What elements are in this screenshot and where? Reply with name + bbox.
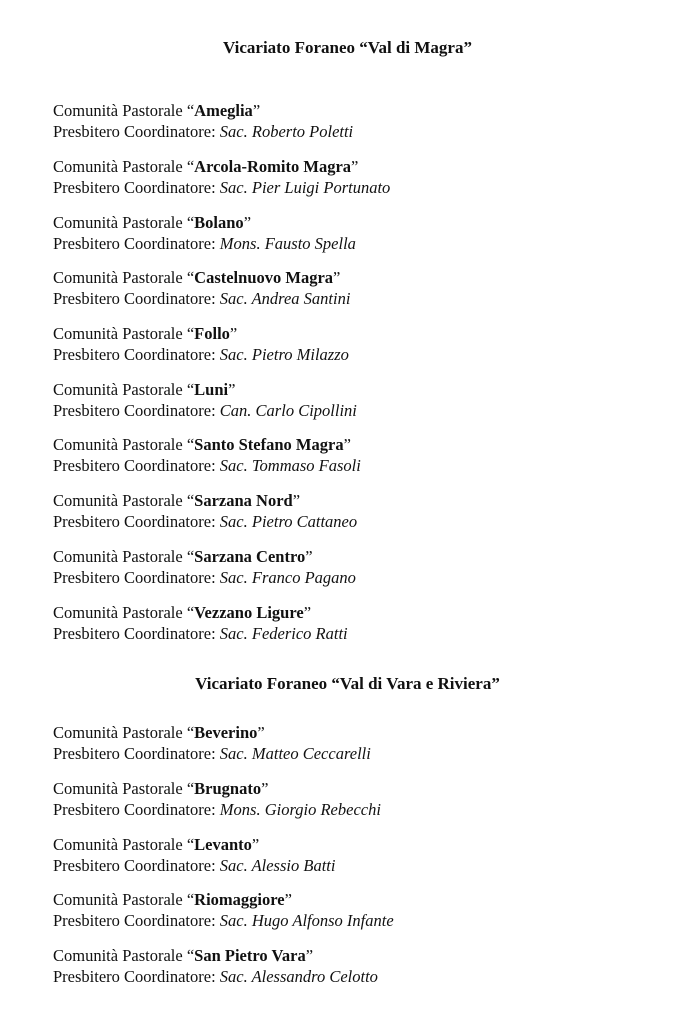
entry-label: Comunità Pastorale [53, 779, 183, 798]
role-label: Presbitero Coordinatore: [53, 289, 216, 308]
community-name: Sarzana Nord [194, 491, 293, 510]
coordinator-name: Sac. Franco Pagano [219, 568, 356, 587]
list-item: Comunità Pastorale “Beverino” Presbitero Coordinatore: Sac. Matteo Ceccarelli [53, 723, 371, 763]
entry-label: Comunità Pastorale [53, 547, 183, 566]
coordinator-name: Mons. Fausto Spella [219, 234, 356, 253]
list-item: Comunità Pastorale “Luni” Presbitero Coordinatore: Can. Carlo Cipollini [53, 380, 357, 420]
list-item: Comunità Pastorale “Sarzana Centro” Presbitero Coordinatore: Sac. Franco Pagano [53, 547, 356, 587]
community-name: Santo Stefano Magra [194, 435, 344, 454]
role-label: Presbitero Coordinatore: [53, 345, 216, 364]
community-name: Vezzano Ligure [194, 603, 304, 622]
section-title-val-di-magra: Vicariato Foraneo “Val di Magra” [223, 38, 472, 57]
list-item: Comunità Pastorale “Levanto” Presbitero Coordinatore: Sac. Alessio Batti [53, 835, 336, 875]
coordinator-name: Mons. Giorgio Rebecchi [219, 800, 381, 819]
role-label: Presbitero Coordinatore: [53, 401, 216, 420]
entry-label: Comunità Pastorale [53, 603, 183, 622]
list-item: Comunità Pastorale “Castelnuovo Magra” Presbitero Coordinatore: Sac. Andrea Santini [53, 268, 351, 308]
coordinator-name: Sac. Roberto Poletti [219, 122, 354, 141]
entry-label: Comunità Pastorale [53, 890, 183, 909]
coordinator-name: Sac. Andrea Santini [219, 289, 351, 308]
community-name: Arcola-Romito Magra [194, 157, 352, 176]
list-item: Comunità Pastorale “Bolano” Presbitero Coordinatore: Mons. Fausto Spella [53, 213, 356, 253]
community-name: Castelnuovo Magra [194, 268, 334, 287]
community-name: Levanto [194, 835, 252, 854]
list-item: Comunità Pastorale “Riomaggiore” Presbitero Coordinatore: Sac. Hugo Alfonso Infante [53, 890, 394, 930]
role-label: Presbitero Coordinatore: [53, 800, 216, 819]
list-item: Comunità Pastorale “Vezzano Ligure” Presbitero Coordinatore: Sac. Federico Ratti [53, 603, 348, 643]
list-item: Comunità Pastorale “Brugnato” Presbitero Coordinatore: Mons. Giorgio Rebecchi [53, 779, 381, 819]
entry-label: Comunità Pastorale [53, 946, 183, 965]
coordinator-name: Sac. Pier Luigi Portunato [219, 178, 391, 197]
coordinator-name: Sac. Federico Ratti [219, 624, 348, 643]
entry-label: Comunità Pastorale [53, 324, 183, 343]
community-name: Riomaggiore [194, 890, 285, 909]
list-item: Comunità Pastorale “Follo” Presbitero Coordinatore: Sac. Pietro Milazzo [53, 324, 349, 364]
role-label: Presbitero Coordinatore: [53, 456, 216, 475]
list-item: Comunità Pastorale “Sarzana Nord” Presbitero Coordinatore: Sac. Pietro Cattaneo [53, 491, 358, 531]
community-name: Sarzana Centro [194, 547, 306, 566]
role-label: Presbitero Coordinatore: [53, 178, 216, 197]
coordinator-name: Sac. Alessandro Celotto [219, 967, 378, 986]
list-item: Comunità Pastorale “Arcola-Romito Magra” Presbitero Coordinatore: Sac. Pier Luigi Portunato [53, 157, 391, 197]
coordinator-name: Sac. Hugo Alfonso Infante [219, 911, 394, 930]
community-name: Bolano [194, 213, 244, 232]
role-label: Presbitero Coordinatore: [53, 512, 216, 531]
section-title-val-di-vara-e-riviera: Vicariato Foraneo “Val di Vara e Riviera” [195, 674, 500, 693]
entry-label: Comunità Pastorale [53, 835, 183, 854]
list-item: Comunità Pastorale “San Pietro Vara” Presbitero Coordinatore: Sac. Alessandro Celotto [53, 946, 378, 986]
community-name: Ameglia [194, 101, 253, 120]
community-name: Beverino [194, 723, 258, 742]
role-label: Presbitero Coordinatore: [53, 624, 216, 643]
entry-label: Comunità Pastorale [53, 157, 183, 176]
list-item: Comunità Pastorale “Ameglia” Presbitero Coordinatore: Sac. Roberto Poletti [53, 101, 354, 141]
entry-label: Comunità Pastorale [53, 213, 183, 232]
role-label: Presbitero Coordinatore: [53, 911, 216, 930]
entry-label: Comunità Pastorale [53, 101, 183, 120]
coordinator-name: Sac. Alessio Batti [219, 856, 336, 875]
entry-label: Comunità Pastorale [53, 380, 183, 399]
role-label: Presbitero Coordinatore: [53, 234, 216, 253]
role-label: Presbitero Coordinatore: [53, 856, 216, 875]
entry-label: Comunità Pastorale [53, 723, 183, 742]
coordinator-name: Sac. Matteo Ceccarelli [219, 744, 371, 763]
coordinator-name: Sac. Pietro Cattaneo [219, 512, 358, 531]
role-label: Presbitero Coordinatore: [53, 122, 216, 141]
community-name: Follo [194, 324, 230, 343]
list-item: Comunità Pastorale “Santo Stefano Magra” Presbitero Coordinatore: Sac. Tommaso Fasoli [53, 435, 361, 475]
community-name: San Pietro Vara [194, 946, 306, 965]
community-name: Brugnato [194, 779, 262, 798]
role-label: Presbitero Coordinatore: [53, 967, 216, 986]
entry-label: Comunità Pastorale [53, 268, 183, 287]
coordinator-name: Sac. Tommaso Fasoli [219, 456, 361, 475]
entry-label: Comunità Pastorale [53, 491, 183, 510]
coordinator-name: Can. Carlo Cipollini [219, 401, 357, 420]
community-name: Luni [194, 380, 229, 399]
role-label: Presbitero Coordinatore: [53, 744, 216, 763]
coordinator-name: Sac. Pietro Milazzo [219, 345, 349, 364]
role-label: Presbitero Coordinatore: [53, 568, 216, 587]
entry-label: Comunità Pastorale [53, 435, 183, 454]
